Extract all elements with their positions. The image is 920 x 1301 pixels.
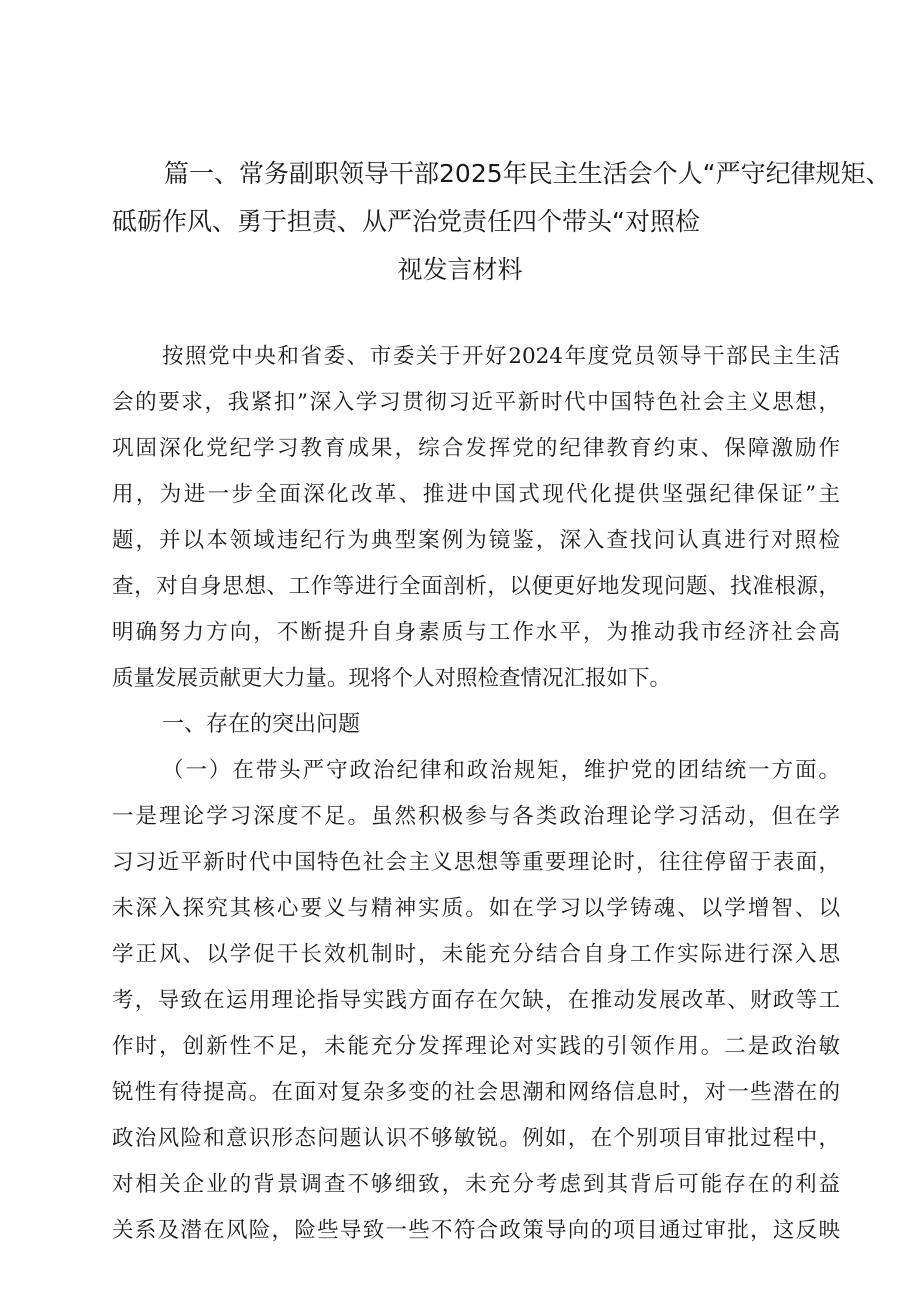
title-line: 视发言材料: [397, 255, 523, 284]
text-line: 作时，创新性不足，未能充分发挥理论对实践的引领作用。二是政治敏: [112, 1034, 840, 1059]
intro-paragraph: [112, 334, 840, 702]
text-line: 关系及潜在风险，险些导致一些不符合政策导向的项目通过审批，这反映: [112, 1218, 840, 1243]
text-line: 锐性有待提高。在面对复杂多变的社会思潮和网络信息时，对一些潜在的: [112, 1080, 840, 1105]
text-line: 一是理论学习深度不足。虽然积极参与各类政治理论学习活动，但在学: [112, 804, 840, 829]
text-line: 巩固深化党纪学习教育成果，综合发挥党的纪律教育约束、保障激励作: [112, 436, 840, 461]
text-line: （一）在带头严守政治纪律和政治规矩，维护党的团结统一方面。: [162, 758, 840, 783]
document-body: [112, 334, 840, 1254]
title-line: 篇一、常务副职领导干部2025年民主生活会个人“严守纪律规矩、: [164, 159, 891, 188]
text-line: 学正风、以学促干长效机制时，未能充分结合自身工作实际进行深入思: [112, 942, 840, 967]
text-line: 考，导致在运用理论指导实践方面存在欠缺，在推动发展改革、财政等工: [112, 988, 840, 1013]
text-line: 质量发展贡献更大力量。现将个人对照检查情况汇报如下。: [112, 666, 672, 691]
text-line: 题，并以本领域违纪行为典型案例为镜鉴，深入查找问认真进行对照检: [112, 528, 840, 553]
section-heading: 一、存在的突出问题: [162, 712, 361, 737]
title-line: 砥砺作风、勇于担责、从严治党责任四个带头“对照检: [112, 207, 700, 236]
text-line: 用，为进一步全面深化改革、推进中国式现代化提供坚强纪律保证”主: [112, 482, 840, 507]
text-line: 查，对自身思想、工作等进行全面剖析，以便更好地发现问题、找准根源，: [112, 574, 840, 599]
text-line: 习习近平新时代中国特色社会主义思想等重要理论时，往往停留于表面，: [112, 850, 840, 875]
text-line: 会的要求，我紧扣”深入学习贯彻习近平新时代中国特色社会主义思想，: [112, 390, 840, 415]
text-line: 未深入探究其核心要义与精神实质。如在学习以学铸魂、以学增智、以: [112, 896, 840, 921]
section-paragraph: [112, 748, 840, 1254]
text-line: 明确努力方向，不断提升自身素质与工作水平，为推动我市经济社会高: [112, 620, 840, 645]
text-line: 对相关企业的背景调查不够细致，未充分考虑到其背后可能存在的利益: [112, 1172, 840, 1197]
document-title: [112, 150, 891, 294]
text-line: 政治风险和意识形态问题认识不够敏锐。例如，在个别项目审批过程中，: [112, 1126, 840, 1151]
text-line: 按照党中央和省委、市委关于开好2024年度党员领导干部民主生活: [162, 344, 840, 369]
